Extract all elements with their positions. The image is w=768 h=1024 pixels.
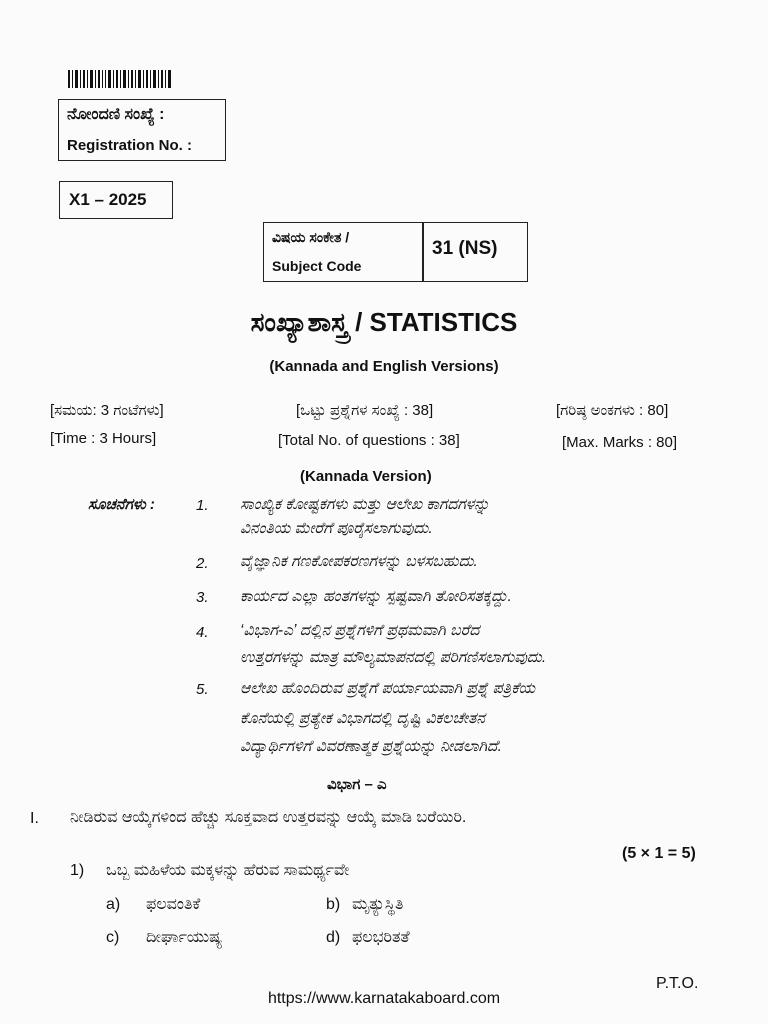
max-marks-english: [Max. Marks : 80] xyxy=(562,434,678,451)
instruction-number: 1. xyxy=(196,497,209,514)
part-marks: (5 × 1 = 5) xyxy=(622,845,696,862)
instruction-line: ವಿದ್ಯಾರ್ಥಿಗಳಿಗೆ ವಿವರಣಾತ್ಮಕ ಪ್ರಶ್ನೆಯನ್ನು ನೀಡಲಾಗಿದೆ. xyxy=(240,738,502,755)
subject-code-label-kannada: ವಿಷಯ ಸಂಕೇತ / xyxy=(272,229,350,245)
option-text: ದೀರ್ಘಾಯುಷ್ಯ xyxy=(146,929,223,946)
subject-code-divider xyxy=(422,223,424,281)
option-text: ಮೃತ್ಯುಸ್ಥಿತಿ xyxy=(352,896,404,913)
time-kannada: [ಸಮಯ: 3 ಗಂಟೆಗಳು] xyxy=(50,402,164,419)
option-key: a) xyxy=(106,896,121,913)
instruction-line: ಕೊನೆಯಲ್ಲಿ ಪ್ರತ್ಯೇಕ ವಿಭಾಗದಲ್ಲಿ ದೃಷ್ಟಿ ವಿಕಲಚೇತನ xyxy=(240,710,485,727)
instructions-label: ಸೂಚನೆಗಳು : xyxy=(88,496,155,513)
instruction-line: ವೈಜ್ಞಾನಿಕ ಗಣಕೋಪಕರಣಗಳನ್ನು ಬಳಸಬಹುದು. xyxy=(240,553,478,570)
instruction-number: 2. xyxy=(196,555,209,572)
registration-label-kannada: ನೋಂದಣಿ ಸಂಖ್ಯೆ : xyxy=(67,106,165,123)
instruction-number: 3. xyxy=(196,589,209,606)
time-english: [Time : 3 Hours] xyxy=(50,430,157,447)
registration-label-english: Registration No. : xyxy=(67,137,193,154)
instruction-number: 5. xyxy=(196,681,209,698)
section-heading: ವಿಭಾಗ – ಎ xyxy=(327,776,387,793)
instruction-line: ವಿನಂತಿಯ ಮೇರೆಗೆ ಪೂರೈಸಲಾಗುವುದು. xyxy=(240,520,433,537)
instruction-number: 4. xyxy=(196,624,209,641)
option-key: d) xyxy=(326,929,341,946)
instruction-line: ‘ವಿಭಾಗ-ಎ’ ದಲ್ಲಿನ ಪ್ರಶ್ನೆಗಳಿಗೆ ಪ್ರಥಮವಾಗಿ ಬರೆದ xyxy=(240,622,480,639)
option-key: b) xyxy=(326,896,341,913)
option-text: ಫಲವಂತಿಕೆ xyxy=(146,896,201,913)
part-instruction: ನೀಡಿರುವ ಆಯ್ಕೆಗಳಿಂದ ಹೆಚ್ಚು ಸೂಕ್ತವಾದ ಉತ್ತರವನ್ನು ಆಯ್ಕೆ ಮಾಡಿ ಬರೆಯಿರಿ. xyxy=(70,809,467,826)
instruction-line: ಕಾರ್ಯದ ಎಲ್ಲಾ ಹಂತಗಳನ್ನು ಸ್ಪಷ್ಟವಾಗಿ ತೋರಿಸತಕ್ಕದ್ದು. xyxy=(240,588,512,605)
question-number: 1) xyxy=(70,862,85,879)
pto-label: P.T.O. xyxy=(656,975,699,992)
version-heading: (Kannada Version) xyxy=(300,468,432,485)
option-key: c) xyxy=(106,929,120,946)
subject-code-label-english: Subject Code xyxy=(272,258,362,274)
questions-count-english: [Total No. of questions : 38] xyxy=(278,432,460,449)
registration-box xyxy=(58,99,226,161)
option-text: ಫಲಭರಿತತೆ xyxy=(352,929,410,946)
question-text: ಒಬ್ಬ ಮಹಿಳೆಯ ಮಕ್ಕಳನ್ನು ಹೆರುವ ಸಾಮರ್ಥ್ಯವೇ xyxy=(106,862,350,879)
subject-code-value: 31 (NS) xyxy=(432,238,498,259)
questions-count-kannada: [ಒಟ್ಟು ಪ್ರಶ್ನೆಗಳ ಸಂಖ್ಯೆ : 38] xyxy=(296,402,434,419)
subject-code-box xyxy=(263,222,528,282)
instruction-line: ಉತ್ತರಗಳನ್ನು ಮಾತ್ರ ಮೌಲ್ಯಮಾಪನದಲ್ಲಿ ಪರಿಗಣಿಸಲಾಗುವುದು. xyxy=(240,649,547,666)
max-marks-kannada: [ಗರಿಷ್ಠ ಅಂಕಗಳು : 80] xyxy=(556,402,669,419)
part-roman-numeral: I. xyxy=(30,810,39,827)
footer-url: https://www.karnatakaboard.com xyxy=(267,990,501,1007)
paper-title: ಸಂಖ್ಯಾಶಾಸ್ತ್ರ / STATISTICS xyxy=(250,307,518,337)
exam-code-box: X1 – 2025 xyxy=(59,181,173,219)
instruction-line: ಸಾಂಖ್ಯಿಕ ಕೋಷ್ಟಕಗಳು ಮತ್ತು ಆಲೇಖ ಕಾಗದಗಳನ್ನು xyxy=(240,496,490,513)
paper-subtitle: (Kannada and English Versions) xyxy=(269,358,499,375)
instruction-line: ಆಲೇಖ ಹೊಂದಿರುವ ಪ್ರಶ್ನೆಗೆ ಪರ್ಯಾಯವಾಗಿ ಪ್ರಶ್ನೆ ಪತ್ರಿಕೆಯ xyxy=(240,680,536,697)
barcode-image xyxy=(68,70,172,88)
